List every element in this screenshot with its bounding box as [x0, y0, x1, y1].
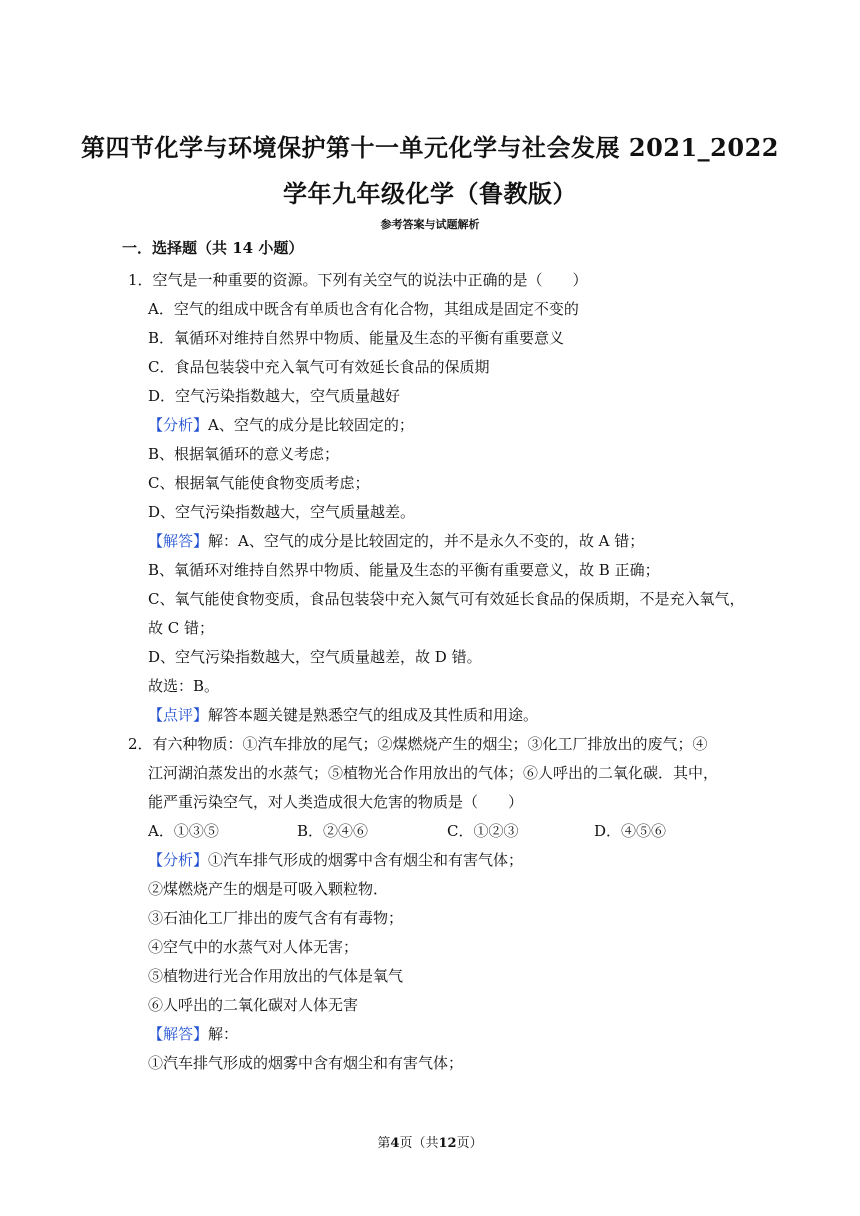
q1-solution-line: B、氧循环对维持自然界中物质、能量及生态的平衡有重要意义，故 B 正确； — [148, 561, 660, 579]
q1-solution-line: 故 C 错； — [148, 619, 215, 637]
q2-analysis-line: ④空气中的水蒸气对人体无害； — [148, 938, 359, 956]
q1-analysis-line: B、根据氧循环的意义考虑； — [148, 445, 340, 463]
solution-tag: 【解答】 — [148, 1025, 209, 1043]
q1-analysis-line: C、根据氧气能使食物变质考虑； — [148, 474, 370, 492]
analysis-tag: 【分析】 — [148, 416, 209, 434]
document-title-line-2: 学年九年级化学（鲁教版） — [283, 179, 577, 208]
comment-tag: 【点评】 — [148, 706, 209, 724]
q1-stem: 1．空气是一种重要的资源。下列有关空气的说法中正确的是（ ） — [128, 271, 588, 289]
q2-option-a: A．①③⑤ — [148, 822, 219, 840]
q1-comment — [148, 705, 538, 725]
q1-solution-first: 解：A、空气的成分是比较固定的，并不是永久不变的，故 A 错； — [208, 532, 645, 550]
q1-analysis — [148, 415, 414, 435]
q2-solution — [148, 1024, 238, 1044]
q2-analysis-first: ①汽车排气形成的烟雾中含有烟尘和有害气体； — [208, 851, 524, 869]
footer-total-pages: 12 — [438, 1136, 457, 1151]
q2-analysis — [148, 850, 523, 870]
q1-solution — [148, 531, 644, 551]
q2-solution-line: ①汽车排气形成的烟雾中含有烟尘和有害气体； — [148, 1054, 464, 1072]
q2-analysis-line: ⑤植物进行光合作用放出的气体是氧气 — [148, 967, 404, 985]
document-subtitle: 参考答案与试题解析 — [380, 218, 480, 231]
footer-suffix: 页） — [456, 1136, 483, 1151]
footer-page-number: 4 — [390, 1136, 400, 1151]
q1-comment-text: 解答本题关键是熟悉空气的组成及其性质和用途。 — [208, 706, 539, 724]
q2-option-d: D．④⑤⑥ — [594, 822, 667, 840]
q1-solution-line: C、氧气能使食物变质，食品包装袋中充入氮气可有效延长食品的保质期，不是充入氧气， — [148, 590, 745, 608]
q2-stem-line: 能严重污染空气，对人类造成很大危害的物质是（ ） — [148, 793, 524, 811]
section-heading: 一．选择题（共 14 小题） — [122, 239, 304, 257]
q1-solution-line: D、空气污染指数越大，空气质量越差，故 D 错。 — [148, 648, 482, 666]
q1-option-d: D．空气污染指数越大，空气质量越好 — [148, 387, 401, 405]
q2-option-b: B．②④⑥ — [297, 822, 369, 840]
q2-solution-first: 解： — [208, 1025, 239, 1043]
document-title-line-1: 第四节化学与环境保护第十一单元化学与社会发展 2021_2022 — [81, 133, 779, 162]
q1-analysis-line: D、空气污染指数越大，空气质量越差。 — [148, 503, 416, 521]
q2-analysis-line: ⑥人呼出的二氧化碳对人体无害 — [148, 996, 359, 1014]
q1-solution-line: 故选：B。 — [148, 677, 220, 695]
solution-tag: 【解答】 — [148, 532, 209, 550]
footer-middle: 页（共 — [399, 1136, 439, 1151]
page-footer — [0, 1132, 860, 1151]
q1-analysis-first: A、空气的成分是比较固定的； — [208, 416, 414, 434]
analysis-tag: 【分析】 — [148, 851, 209, 869]
q2-stem-line: 2．有六种物质：①汽车排放的尾气；②煤燃烧产生的烟尘；③化工厂排放出的废气；④ — [128, 735, 708, 753]
q2-analysis-line: ②煤燃烧产生的烟是可吸入颗粒物． — [148, 880, 389, 898]
footer-prefix: 第 — [377, 1136, 391, 1151]
q2-analysis-line: ③石油化工厂排出的废气含有有毒物； — [148, 909, 404, 927]
q1-option-c: C．食品包装袋中充入氧气可有效延长食品的保质期 — [148, 358, 490, 376]
q2-option-c: C．①②③ — [447, 822, 519, 840]
q1-option-b: B．氧循环对维持自然界中物质、能量及生态的平衡有重要意义 — [148, 329, 565, 347]
q1-option-a: A．空气的组成中既含有单质也含有化合物，其组成是固定不变的 — [148, 300, 579, 318]
q2-stem-line: 江河湖泊蒸发出的水蒸气；⑤植物光合作用放出的气体；⑥人呼出的二氧化碳．其中， — [148, 764, 719, 782]
